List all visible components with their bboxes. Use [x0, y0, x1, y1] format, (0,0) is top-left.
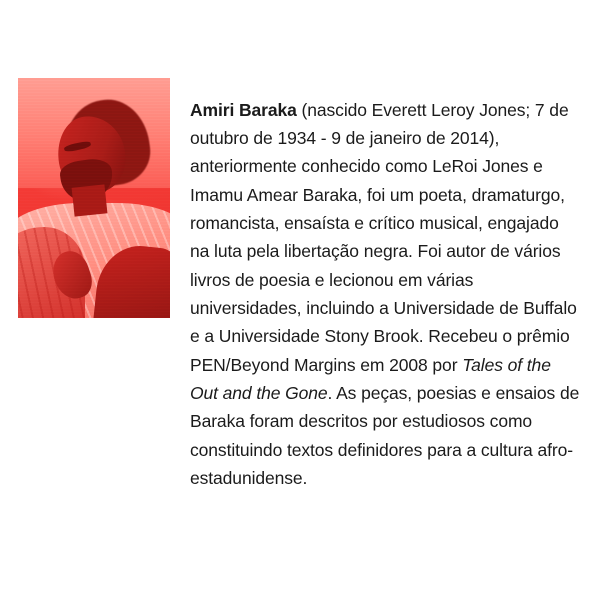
person-name: Amiri Baraka — [190, 99, 297, 120]
biography-paragraph — [190, 96, 580, 493]
work-title: Tales of the Out and the Gone — [190, 354, 551, 403]
portrait-grain-overlay — [18, 78, 170, 318]
amiri-baraka-portrait — [18, 78, 170, 318]
portrait-figure — [18, 78, 170, 318]
article-content — [18, 78, 580, 510]
bio-text-second: . As peças, poesias e ensaios de Baraka foram descritos por estudiosos como constituindo textos definidores para a cultura afro-estadunidense. — [190, 382, 580, 488]
bio-text-first: (nascido Everett Leroy Jones; 7 de outubro de 1934 - 9 de janeiro de 2014), anteriormente conhecido como LeRoi Jones e Imamu Amear Baraka, foi um poeta, dramaturgo, romancista, ensaísta e crítico musical, engajado na luta pela libertação negra. Foi autor de vários livros de poesia e lecionou em várias universidades, incluindo a Universidade de Buffalo e a Universidade Stony Brook. Recebeu o prêmio PEN/Beyond Margins em 2008 por — [190, 99, 577, 375]
